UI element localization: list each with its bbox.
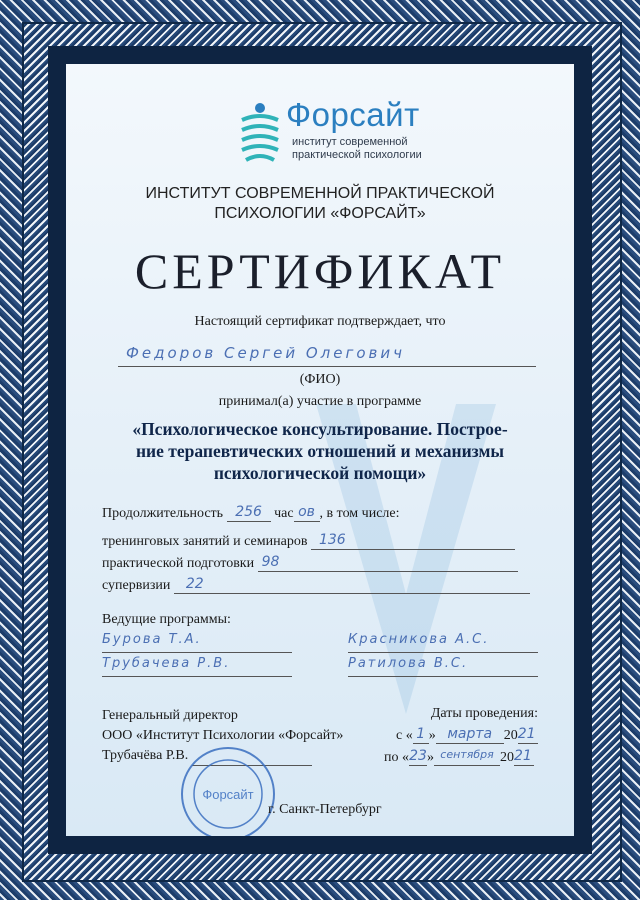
forsight-logo-icon [238,102,282,166]
certificate-title: СЕРТИФИКАТ [134,243,506,299]
duration-including: , в том числе: [319,506,400,521]
program-line1: «Психологическое консультирование. Построе- [132,419,508,439]
date-to-year-prefix: 20 [500,750,514,765]
date-to-day: 23 [409,748,427,764]
host-name: Трубачева Р.В. [102,656,292,677]
dates-label: Даты проведения: [430,706,538,721]
city: г. Санкт-Петербург [268,802,382,817]
hosts-label: Ведущие программы: [102,612,231,627]
stamp-seal-icon [178,744,278,836]
trainings-label: тренинговых занятий и семинаров [102,534,308,549]
program-title [96,418,544,484]
program-line2: ние терапевтических отношений и механизмы [135,441,505,461]
date-from-day: 1 [413,726,429,744]
director-name: Трубачёва Р.В. [102,748,189,763]
certificate-paper [66,64,574,836]
institute-name [66,184,574,224]
date-from-quote: » [428,728,436,743]
trainings-row [102,532,515,550]
institute-line1: ИНСТИТУТ СОВРЕМЕННОЙ ПРАКТИЧЕСКОЙ [145,185,495,202]
logo [238,94,438,174]
fio-label: (ФИО) [299,372,341,387]
trainings-value: 136 [311,532,515,550]
participated-text: принимал(а) участие в программе [218,394,422,409]
practice-value: 98 [258,554,518,572]
program-line3: психологической помощи» [213,463,427,483]
duration-hours-label: час [274,506,294,521]
logo-subtitle-line1: институт современной [292,136,408,148]
duration-hours-suffix: ов [294,504,320,522]
director-title: Генеральный директор [102,708,238,723]
logo-name: Форсайт [286,96,420,133]
confirm-text: Настоящий сертификат подтверждает, что [194,314,446,329]
host-name: Ратилова В.С. [348,656,538,677]
logo-subtitle [292,136,442,162]
duration-hours-value: 256 [227,504,271,522]
host-name: Красникова А.С. [348,632,538,653]
duration-row [102,504,400,522]
supervision-value: 22 [174,576,530,594]
date-to-quote: » [427,750,434,765]
date-from-prefix: с « [396,728,413,743]
fio-value: Федоров Сергей Олегович [118,344,536,367]
practice-row [102,554,518,572]
duration-label: Продолжительность [102,506,224,521]
date-to-month: сентября [434,748,500,766]
stamp-text: Форсайт [202,787,254,802]
date-to-row [384,748,534,766]
date-to-year: 21 [514,748,534,766]
director-company: ООО «Институт Психологии «Форсайт» [102,728,344,743]
date-from-month: марта [436,726,504,744]
institute-line2: ПСИХОЛОГИИ «ФОРСАЙТ» [214,205,426,222]
practice-label: практической подготовки [102,556,255,571]
date-from-row [396,726,538,744]
supervision-row [102,576,530,594]
logo-subtitle-line2: практической психологии [292,149,422,161]
supervision-label: супервизии [102,578,171,593]
date-from-year-prefix: 20 [503,728,518,743]
date-to-prefix: по « [384,750,409,765]
date-from-year: 21 [518,726,538,744]
host-name: Бурова Т.А. [102,632,292,653]
